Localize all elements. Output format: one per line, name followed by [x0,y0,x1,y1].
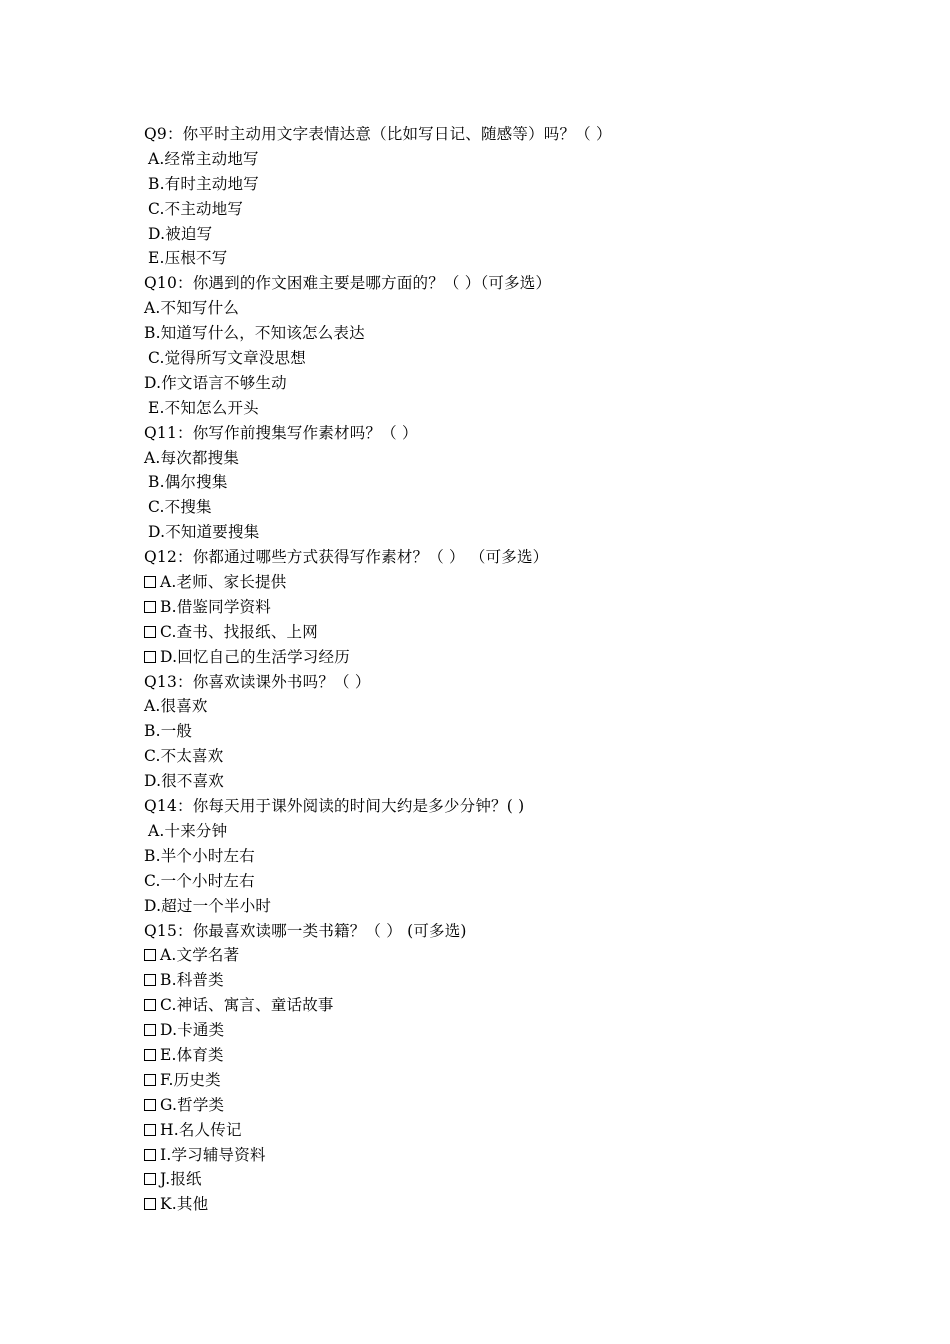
q11-option-d: D.不知道要搜集 [148,523,260,542]
questionnaire [144,122,844,1217]
q15-option-b-label: B.科普类 [160,971,224,990]
q15-option-j[interactable] [144,1167,844,1192]
q15-option-i-label: I.学习辅导资料 [160,1145,266,1164]
q13-option-a: A.很喜欢 [144,697,208,716]
q11-option-c: C.不搜集 [148,498,212,517]
q15-question: Q15：你最喜欢读哪一类书籍？（ ） (可多选) [144,921,467,940]
q9-option-b: B.有时主动地写 [148,174,259,193]
q15-option-k-label: K.其他 [160,1195,209,1214]
q13-option-b: B.一般 [144,722,193,741]
q11-option-a: A.每次都搜集 [144,448,240,467]
q10-question: Q10：你遇到的作文困难主要是哪方面的？（ ）（可多选） [144,274,552,293]
q10-option-d: D.作文语言不够生动 [144,373,287,392]
q15-option-h[interactable] [144,1118,844,1143]
q10-option-a: A.不知写什么 [144,299,240,318]
checkbox-icon[interactable] [144,1149,156,1161]
q15-option-i[interactable] [144,1143,844,1168]
q15-option-f[interactable] [144,1068,844,1093]
q15-option-e[interactable] [144,1043,844,1068]
q15-option-e-label: E.体育类 [160,1045,224,1064]
q15-option-k[interactable] [144,1192,844,1217]
q14-question: Q14：你每天用于课外阅读的时间大约是多少分钟？( ) [144,797,525,816]
q12-option-b[interactable] [144,595,844,620]
checkbox-icon[interactable] [144,1173,156,1185]
q15-option-g-label: G.哲学类 [160,1095,225,1114]
checkbox-icon[interactable] [144,601,156,613]
checkbox-icon[interactable] [144,1074,156,1086]
q15-option-j-label: J.报纸 [160,1170,202,1189]
q12-option-b-label: B.借鉴同学资料 [160,597,271,616]
q9-option-a: A.经常主动地写 [148,149,259,168]
q14-option-a: A.十来分钟 [148,821,228,840]
q15-option-c[interactable] [144,993,844,1018]
q15-option-d[interactable] [144,1018,844,1043]
checkbox-icon[interactable] [144,1198,156,1210]
q10-option-c: C.觉得所写文章没思想 [148,349,306,368]
q12-option-d[interactable] [144,645,844,670]
q15-option-f-label: F.历史类 [160,1070,221,1089]
checkbox-icon[interactable] [144,1124,156,1136]
checkbox-icon[interactable] [144,999,156,1011]
checkbox-icon[interactable] [144,974,156,986]
q14-option-b: B.半个小时左右 [144,846,255,865]
q12-option-d-label: D.回忆自己的生活学习经历 [160,647,350,666]
checkbox-icon[interactable] [144,1049,156,1061]
checkbox-icon[interactable] [144,1024,156,1036]
q13-option-c: C.不太喜欢 [144,747,224,766]
q13-option-d: D.很不喜欢 [144,772,225,791]
q15-option-h-label: H.名人传记 [160,1120,242,1139]
q14-option-c: C.一个小时左右 [144,871,255,890]
q12-option-a[interactable] [144,570,844,595]
q9-option-c: C.不主动地写 [148,199,244,218]
q12-option-a-label: A.老师、家长提供 [160,573,287,592]
q15-option-a-label: A.文学名著 [160,946,240,965]
q14-option-d: D.超过一个半小时 [144,896,272,915]
q11-option-b: B.偶尔搜集 [148,473,228,492]
checkbox-icon[interactable] [144,651,156,663]
q10-option-e: E.不知怎么开头 [148,398,259,417]
q12-option-c-label: C.查书、找报纸、上网 [160,622,318,641]
q9-option-e: E.压根不写 [148,249,228,268]
q15-option-d-label: D.卡通类 [160,1021,225,1040]
checkbox-icon[interactable] [144,949,156,961]
checkbox-icon[interactable] [144,576,156,588]
q10-option-b: B.知道写什么，不知该怎么表达 [144,324,365,343]
q15-option-b[interactable] [144,968,844,993]
q13-question: Q13：你喜欢读课外书吗？（ ） [144,672,371,691]
q11-question: Q11：你写作前搜集写作素材吗？（ ） [144,423,418,442]
q15-option-a[interactable] [144,943,844,968]
q12-option-c[interactable] [144,620,844,645]
q12-question: Q12：你都通过哪些方式获得写作素材？（ ） （可多选） [144,548,549,567]
checkbox-icon[interactable] [144,1099,156,1111]
q15-option-c-label: C.神话、寓言、童话故事 [160,996,334,1015]
checkbox-icon[interactable] [144,626,156,638]
q9-question: Q9：你平时主动用文字表情达意（比如写日记、随感等）吗？（ ） [144,125,612,143]
q9-option-d: D.被迫写 [148,224,213,243]
q15-option-g[interactable] [144,1093,844,1118]
